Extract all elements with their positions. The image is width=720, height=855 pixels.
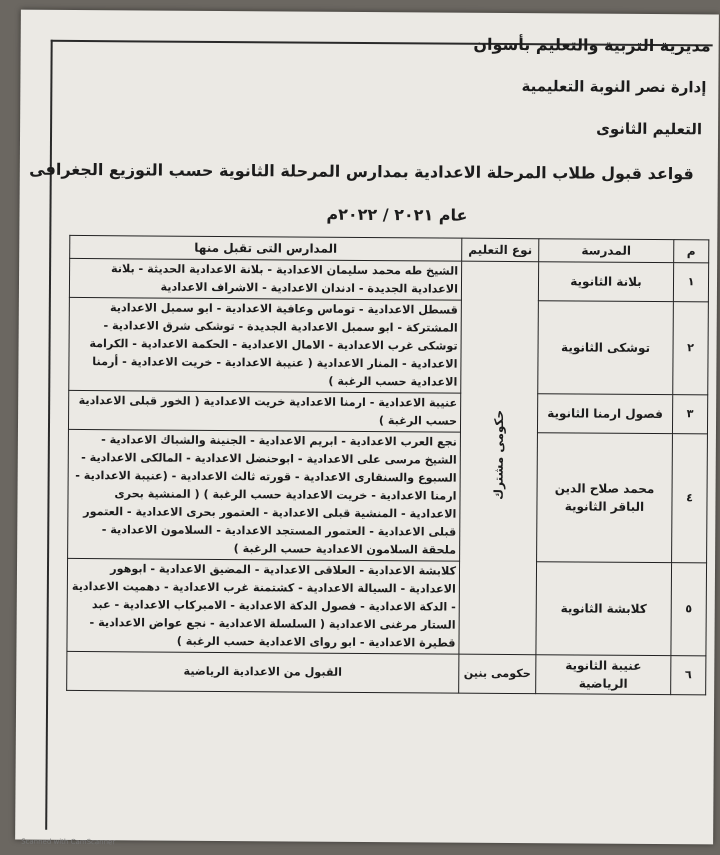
- table-row: [67, 558, 707, 655]
- table-row: [69, 258, 708, 301]
- header-schools: المدارس التى تقبل منها: [70, 235, 462, 261]
- header-type: نوع التعليم: [462, 238, 539, 262]
- row-num: ٦: [671, 656, 706, 695]
- row-type-shared: [459, 261, 539, 655]
- table-row: [67, 651, 706, 694]
- row-schools: نجع العرب الاعدادية - ابريم الاعدادية - الجنينة والشباك الاعدادية - الشيخ مرسى على الاعدادية - ابوحنضل الاعدادية - المالكى الاعدادية - السبوع والسنقارى الاعدادية - قورته ثالث الاعدادية - (عنيبة الاعدادية - ارمنا الاعدادية - خريت الاعدادية حسب الرغبة ) ( المنشية بحرى الاعدادية - المنشية قبلى الاعدادية - العتمور بحرى الاعدادية - العتمور قبلى الاعدادية - العتمور المستجد الاعدادية - السلامون الاعدادية - ملحقة السلامون الاعدادية حسب الرغبة ): [68, 429, 461, 561]
- table-row: [69, 297, 709, 394]
- directorate-name: مديرية التربية والتعليم بأسوان: [473, 34, 711, 56]
- table-row: [68, 390, 707, 433]
- table-row: [68, 429, 708, 562]
- admission-table: [66, 235, 709, 695]
- department-name: التعليم الثانوى: [596, 119, 703, 139]
- row-schools: الشيخ طه محمد سليمان الاعدادية - بلانة الاعدادية الحديثة - بلانة الاعدادية الجديدة - ادندان الاعدادية - الاشراف الاعدادية: [69, 258, 461, 300]
- row-school: بلانة الثانوية: [538, 262, 673, 302]
- row-num: ٤: [672, 434, 708, 563]
- row-schools: عنيبة الاعدادية - ارمنا الاعدادية خريت الاعدادية ( الخور قبلى الاعدادية حسب الرغبة ): [68, 390, 460, 432]
- row-schools: قسطل الاعدادية - توماس وعافية الاعدادية - ابو سمبل الاعدادية المشتركة - ابو سمبل الاعدادية الجديدة - توشكى شرق الاعدادية - توشكى غرب الاعدادية - الامال الاعدادية - الحكمة الاعدادية - الكرامة الاعدادية - المنار الاعدادية ( عنيبة الاعدادية - خريت الاعدادية - أرمنا الاعدادية حسب الرغبة ): [69, 297, 462, 393]
- row-school: فصول ارمنا الثانوية: [537, 394, 672, 434]
- row-school: محمد صلاح الدين الباقر الثانوية: [537, 433, 673, 563]
- row-school: كلابشة الثانوية: [536, 562, 672, 656]
- academic-year: عام ٢٠٢١ / ٢٠٢٢م: [326, 204, 468, 225]
- header-num: م: [674, 240, 709, 263]
- row-num: ١: [673, 263, 708, 302]
- scanner-watermark: Scanned with CamScanner: [21, 837, 116, 847]
- row-school: عنيبة الثانوية الرياضية: [536, 655, 671, 695]
- row-num: ٢: [673, 302, 709, 395]
- document-sheet: [15, 10, 719, 845]
- row-num: ٣: [672, 395, 707, 434]
- header-school: المدرسة: [539, 239, 674, 263]
- administration-name: إدارة نصر النوبة التعليمية: [521, 77, 707, 97]
- document-title: قواعد قبول طلاب المرحلة الاعدادية بمدارس المرحلة الثانوية حسب التوزيع الجغرافى: [29, 159, 694, 184]
- row-schools: القبول من الاعدادية الرياضية: [67, 651, 459, 693]
- type-label: حكومى مشترك: [491, 409, 507, 500]
- row-num: ٥: [671, 563, 707, 656]
- row-schools: كلابشة الاعدادية - العلاقى الاعدادية - المضيق الاعدادية - ابوهور الاعدادية - السيالة الاعدادية - كشتمنة غرب الاعدادية - دهميت الاعدادية - الدكة الاعدادية - فصول الدكة الاعدادية - الامبركاب الاعدادية - عبد الستار مرغنى الاعدادية ( السلسلة الاعدادية - نجع عواض الاعدادية - قطيرة الاعدادية - ابو رواى الاعدادية حسب الرغبة ): [67, 558, 460, 654]
- row-school: توشكى الثانوية: [538, 301, 674, 395]
- row-type: حكومى بنين: [459, 654, 536, 694]
